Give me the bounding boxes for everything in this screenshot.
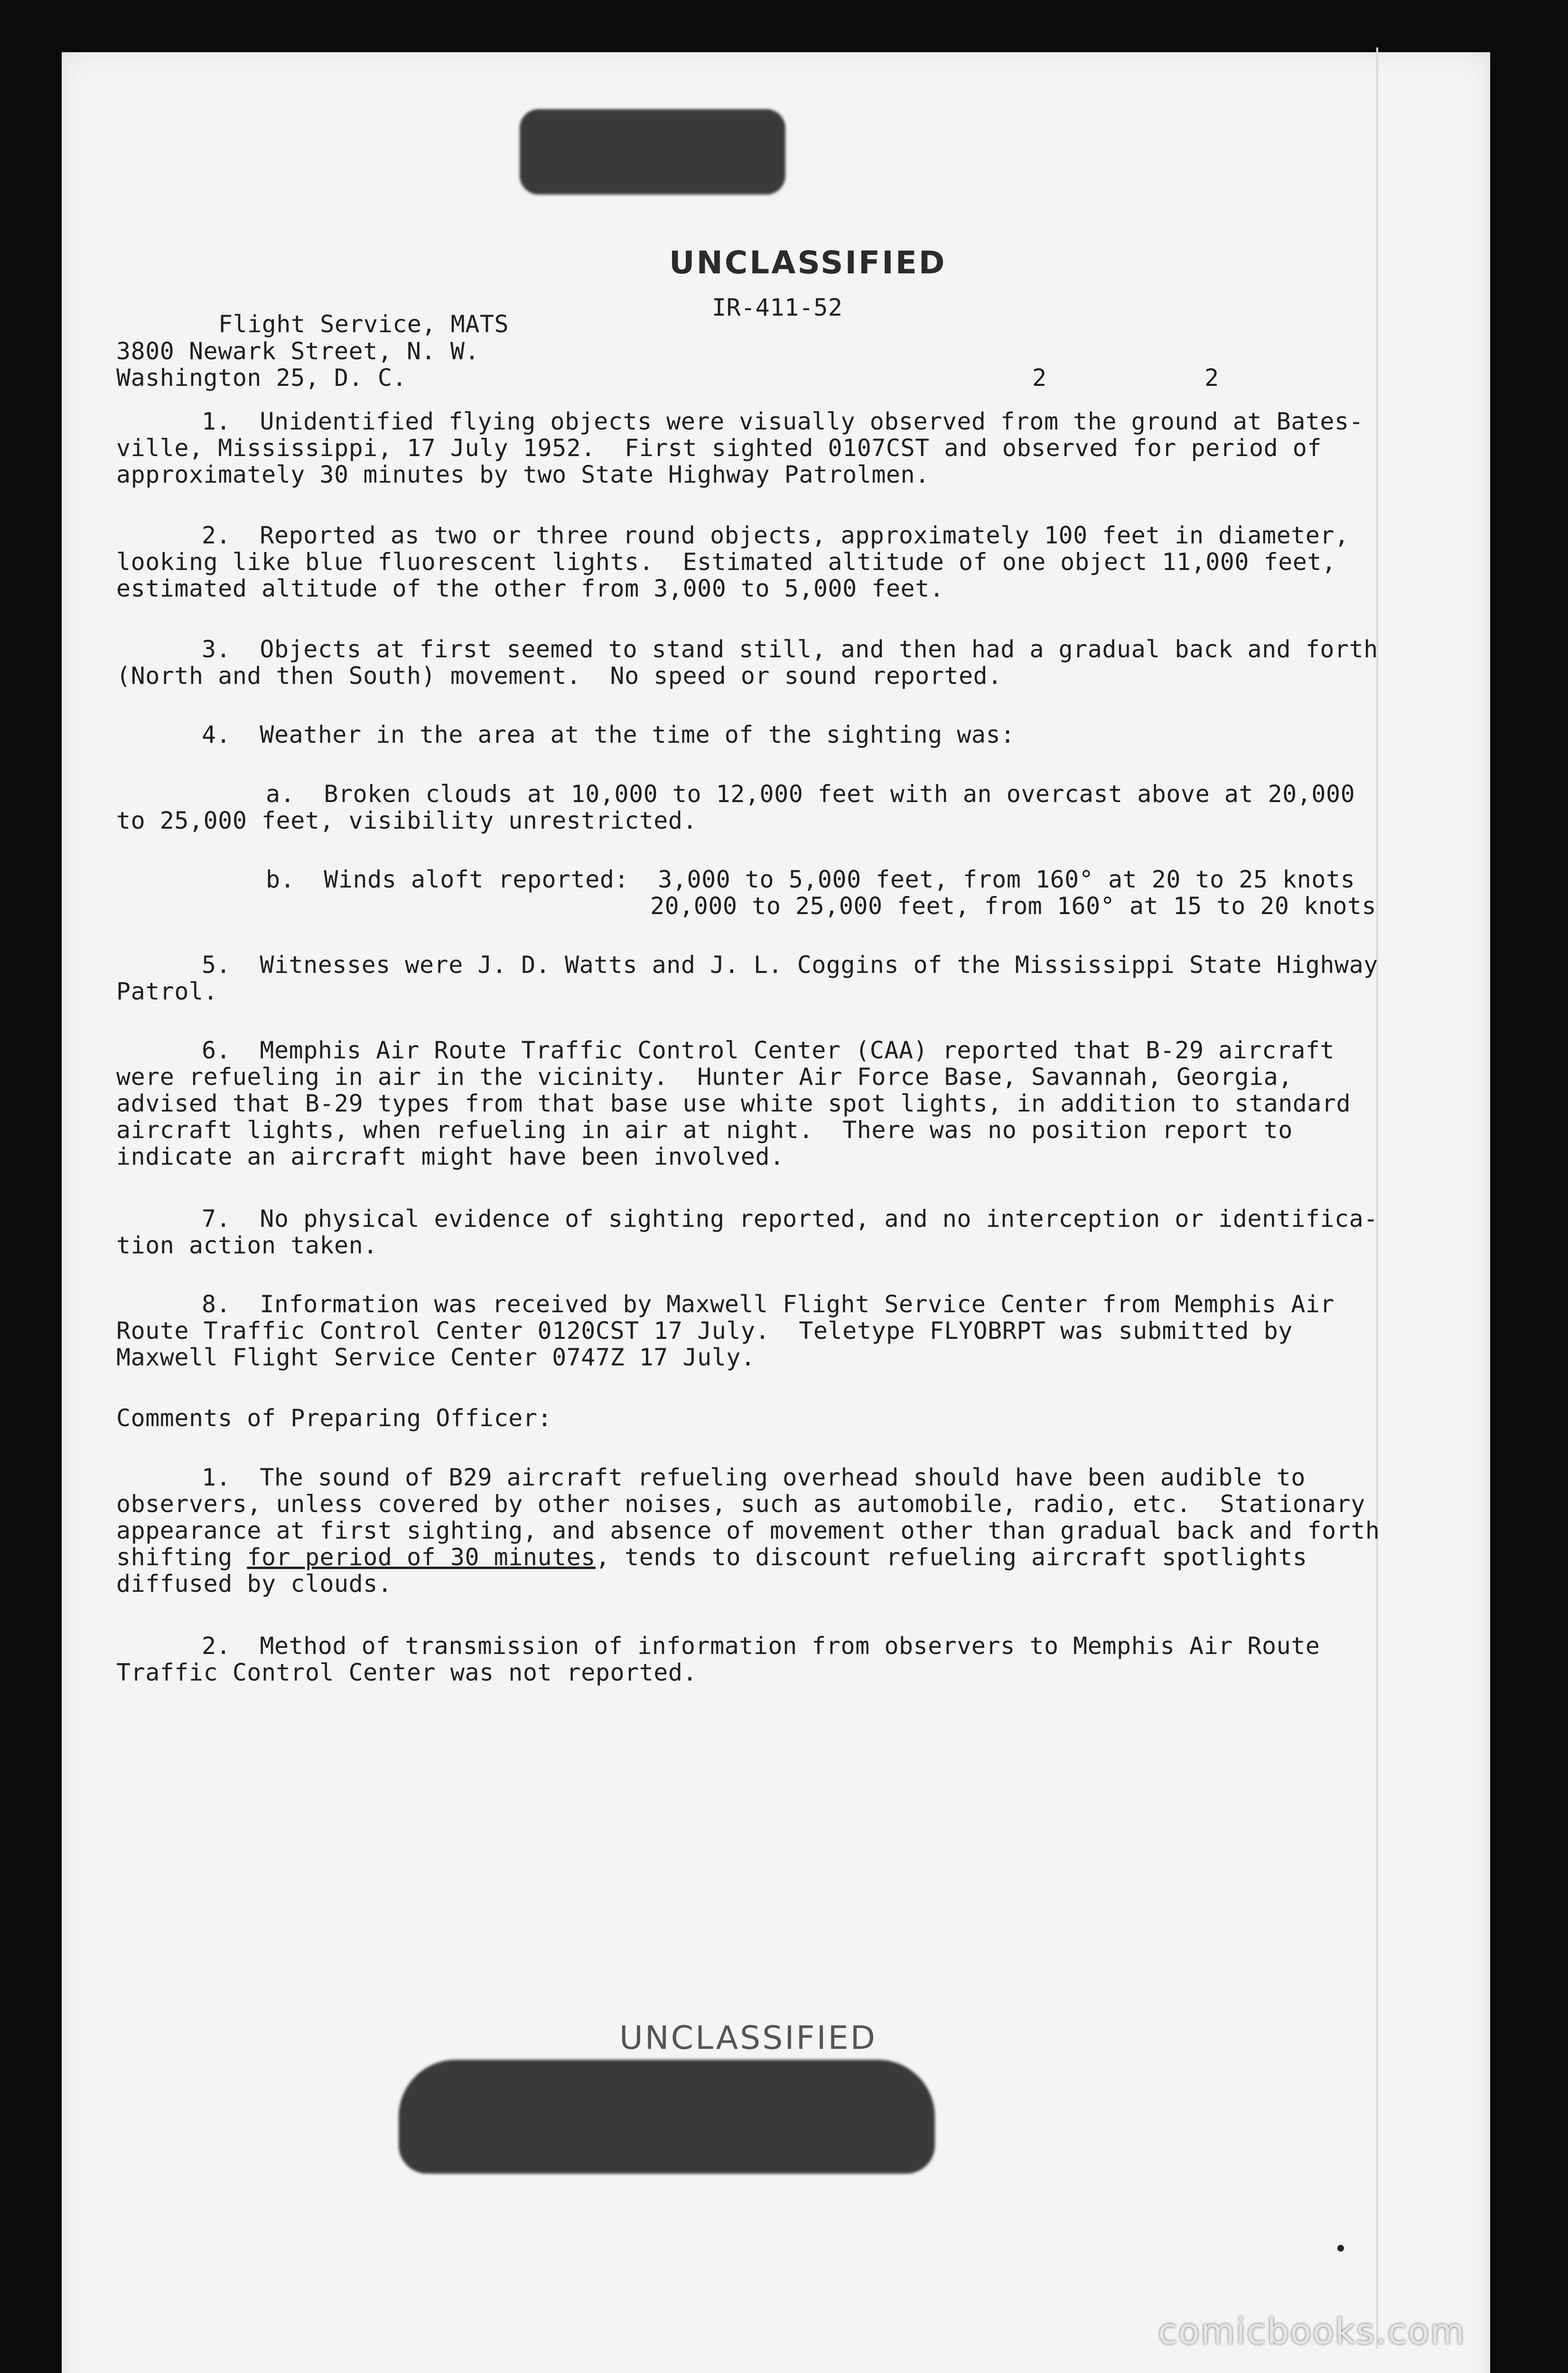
para-6-line-4: aircraft lights, when refueling in air at night. There was no position report to	[116, 1116, 1293, 1144]
para-3-line-2: (North and then South) movement. No speed or sound reported.	[116, 662, 1002, 690]
comments-heading: Comments of Preparing Officer:	[116, 1404, 552, 1432]
from-line-1: Flight Service, MATS	[218, 310, 509, 338]
comment-1-line-4-prefix: shifting	[116, 1543, 247, 1571]
para-1-line-1: 1. Unidentified flying objects were visually observed from the ground at Bates-	[202, 408, 1364, 435]
comment-1-line-3: appearance at first sighting, and absence of movement other than gradual back and forth	[116, 1517, 1380, 1544]
page-number-b: 2	[1204, 364, 1219, 392]
para-1-line-3: approximately 30 minutes by two State Highway Patrolmen.	[116, 461, 930, 488]
ink-dot	[1337, 2245, 1344, 2252]
page-fold-line	[1376, 47, 1397, 2348]
para-2-line-1: 2. Reported as two or three round objects, approximately 100 feet in diameter,	[202, 522, 1349, 549]
para-8-line-2: Route Traffic Control Center 0120CST 17 July. Teletype FLYOBRPT was submitted by	[116, 1317, 1293, 1345]
para-7-line-1: 7. No physical evidence of sighting reported, and no interception or identifica-	[202, 1205, 1378, 1233]
report-number: IR-411-52	[712, 294, 843, 321]
comment-2-line-2: Traffic Control Center was not reported.	[116, 1659, 698, 1686]
para-5-line-2: Patrol.	[116, 978, 218, 1005]
classification-stamp-top: UNCLASSIFIED	[669, 244, 947, 281]
comment-2-line-1: 2. Method of transmission of information from observers to Memphis Air Route	[202, 1632, 1320, 1660]
para-4b-line-1: b. Winds aloft reported: 3,000 to 5,000 feet, from 160° at 20 to 25 knots	[266, 866, 1355, 893]
para-6-line-5: indicate an aircraft might have been involved.	[116, 1143, 784, 1170]
para-2-line-3: estimated altitude of the other from 3,000 to 5,000 feet.	[116, 575, 944, 602]
redaction-block-bottom	[399, 2060, 935, 2174]
watermark: comicbooks.com	[1158, 2311, 1465, 2352]
para-3-line-1: 3. Objects at first seemed to stand still, and then had a gradual back and forth	[202, 635, 1378, 663]
para-4a-line-1: a. Broken clouds at 10,000 to 12,000 feet with an overcast above at 20,000	[266, 780, 1355, 808]
comment-1-line-5: diffused by clouds.	[116, 1570, 392, 1598]
para-6-line-2: were refueling in air in the vicinity. Hunter Air Force Base, Savannah, Georgia,	[116, 1063, 1293, 1091]
comment-1-line-1: 1. The sound of B29 aircraft refueling overhead should have been audible to	[202, 1464, 1306, 1491]
from-line-3: Washington 25, D. C.	[116, 364, 407, 392]
para-4a-line-2: to 25,000 feet, visibility unrestricted.	[116, 807, 698, 834]
para-6-line-3: advised that B-29 types from that base use white spot lights, in addition to standard	[116, 1090, 1351, 1117]
from-line-2: 3800 Newark Street, N. W.	[116, 337, 480, 365]
comment-1-line-4	[116, 1544, 1307, 1570]
redaction-block-top	[520, 109, 785, 195]
para-1-line-2: ville, Mississippi, 17 July 1952. First sighted 0107CST and observed for period of	[116, 434, 1322, 462]
para-8-line-3: Maxwell Flight Service Center 0747Z 17 July.	[116, 1344, 756, 1371]
para-5-line-1: 5. Witnesses were J. D. Watts and J. L. Coggins of the Mississippi State Highway	[202, 951, 1378, 979]
page-number-a: 2	[1032, 364, 1047, 392]
para-6-line-1: 6. Memphis Air Route Traffic Control Center (CAA) reported that B-29 aircraft	[202, 1037, 1335, 1064]
para-7-line-2: tion action taken.	[116, 1232, 378, 1259]
para-4b-line-2: 20,000 to 25,000 feet, from 160° at 15 to 20 knots	[650, 892, 1377, 920]
comment-1-line-2: observers, unless covered by other noises, such as automobile, radio, etc. Stationary	[116, 1490, 1365, 1518]
classification-stamp-bottom: UNCLASSIFIED	[619, 2019, 877, 2057]
comment-1-line-4-rest: , tends to discount refueling aircraft spotlights	[595, 1543, 1307, 1571]
para-8-line-1: 8. Information was received by Maxwell Flight Service Center from Memphis Air	[202, 1290, 1335, 1318]
comment-1-underlined-phrase: for period of 30 minutes	[247, 1543, 596, 1571]
para-2-line-2: looking like blue fluorescent lights. Estimated altitude of one object 11,000 feet,	[116, 548, 1336, 576]
para-4: 4. Weather in the area at the time of the sighting was:	[202, 721, 1015, 748]
